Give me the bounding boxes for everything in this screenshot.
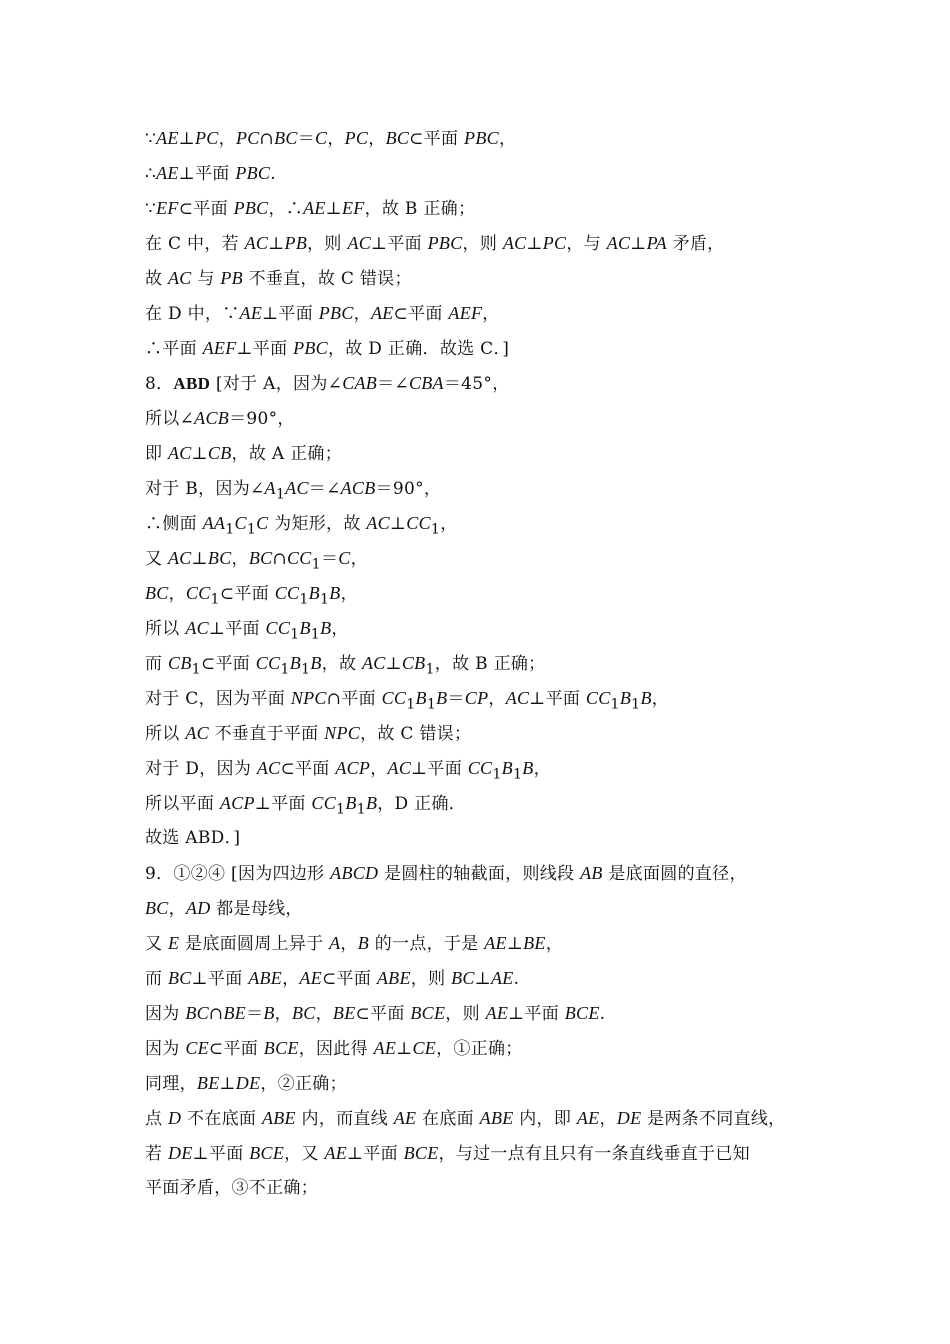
text-line: 9．①②④ [因为四边形 ABCD 是圆柱的轴截面，则线段 AB 是底面圆的直径，: [145, 863, 747, 884]
text-line: 所以 AC⊥平面 $CC_1B_1B$，: [145, 618, 349, 643]
text-line: 平面矛盾，③不正确；: [145, 1178, 318, 1198]
text-line: 在 D 中，∵AE⊥平面 PBC，AE⊂平面 AEF，: [145, 303, 500, 324]
text-line: 在 C 中，若 AC⊥PB，则 AC⊥平面 PBC，则 AC⊥PC，与 AC⊥PA 矛盾，: [145, 233, 725, 254]
text-line: ∴AE⊥平面 PBC.: [145, 163, 276, 184]
text-line: BC，AD 都是母线，: [145, 898, 303, 919]
text-line: 对于 D，因为 AC⊂平面 ACP，AC⊥平面 $CC_1B_1B$，: [145, 758, 551, 783]
text-line: 因为 BC∩BE＝B，BC，BE⊂平面 BCE，则 AE⊥平面 BCE.: [145, 1003, 606, 1024]
text-line: 而 BC⊥平面 ABE，AE⊂平面 ABE，则 BC⊥AE.: [145, 968, 520, 989]
text-line: ∵EF⊂平面 PBC，∴AE⊥EF，故 B 正确；: [145, 198, 476, 219]
text-line: ∴侧面 $AA_1C_1C$ 为矩形，故 $AC\perp CC_1$，: [145, 513, 458, 538]
text-line: 对于 B，因为$\angle A_1AC=\angle ACB=90^\circ$，: [145, 478, 442, 503]
text-line: 故选 ABD．]: [145, 828, 241, 848]
text-line: 又 E 是底面圆周上异于 A，B 的一点，于是 AE⊥BE，: [145, 933, 564, 954]
text-line: 又 AC⊥BC，$BC\cap CC_1=C$，: [145, 548, 368, 573]
text-line: 因为 CE⊂平面 BCE，因此得 AE⊥CE，①正确；: [145, 1038, 523, 1059]
text-line: 即 AC⊥CB，故 A 正确；: [145, 443, 343, 464]
text-line: 若 DE⊥平面 BCE，又 AE⊥平面 BCE，与过一点有且只有一条直线垂直于已知: [145, 1143, 750, 1164]
text-line: 所以 AC 不垂直于平面 NPC，故 C 错误；: [145, 723, 472, 744]
text-line: ∴平面 AEF⊥平面 PBC，故 D 正确．故选 C．]: [145, 338, 510, 359]
text-line: 同理，BE⊥DE，②正确；: [145, 1073, 347, 1094]
text-line: ∵AE⊥PC，PC∩BC＝C，PC，BC⊂平面 PBC，: [145, 128, 517, 149]
text-line: 对于 C，因为平面 NPC∩平面 $CC_1B_1B=CP$，AC⊥平面 $CC_1B_1B$，: [145, 688, 670, 713]
text-line: 故 AC 与 PB 不垂直，故 C 错误；: [145, 268, 412, 289]
solution-text: [145, 121, 835, 1206]
text-line: 8．ABD [对于 A，因为∠CAB＝∠CBA＝45°，: [145, 373, 510, 394]
text-line: 而 $CB_1\subset$平面 $CC_1B_1B$，故 $AC\perp CB_1$，故 B 正确；: [145, 653, 546, 678]
text-line: 所以平面 ACP⊥平面 $CC_1B_1B$，D 正确．: [145, 793, 467, 818]
text-line: 所以∠ACB＝90°，: [145, 408, 295, 429]
text-line: 点 D 不在底面 ABE 内，而直线 AE 在底面 ABE 内，即 AE，DE 是两条不同直线，: [145, 1108, 786, 1129]
text-line: BC，$CC_1\subset$平面 $CC_1B_1B$，: [145, 583, 358, 608]
